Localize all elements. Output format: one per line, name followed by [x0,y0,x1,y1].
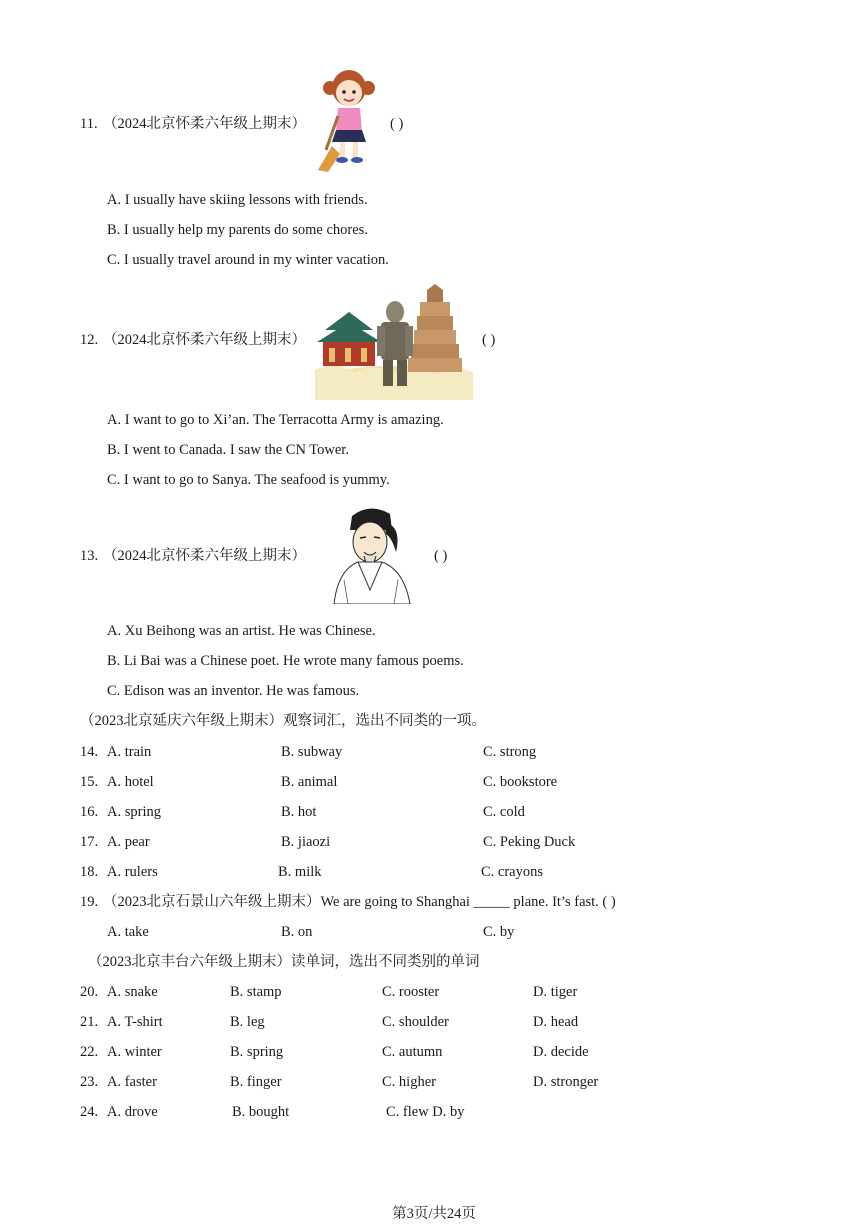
question-17-option-b: B. jiaozi [281,834,331,850]
question-12-option-a: A. I want to go to Xi’an. The Terracotta Army is amazing. [107,412,444,428]
question-23-option-a: A. faster [107,1074,157,1090]
question-18-option-a: A. rulers [107,864,158,880]
question-23-number: 23. [80,1074,99,1090]
question-13-source: （2024北京怀柔六年级上期末） [103,548,306,564]
question-20-number: 20. [80,984,99,1000]
question-18-option-b: B. milk [278,864,322,880]
question-12-option-c: C. I want to go to Sanya. The seafood is yummy. [107,472,390,488]
question-16-option-c: C. cold [483,804,525,820]
section-heading-20-24: （2023北京丰台六年级上期末）读单词，选出不同类别的单词 [88,954,480,970]
question-15-option-a: A. hotel [107,774,154,790]
question-23-option-b: B. finger [230,1074,282,1090]
question-15-number: 15. [80,774,99,790]
page-number-footer: 第3页/共24页 [392,1206,476,1222]
question-18-option-c: C. crayons [481,864,544,880]
xian-landmarks-illustration [315,282,473,400]
question-19-option-b: B. on [281,924,313,940]
question-13-number: 13. [80,548,99,564]
question-24-option-b: B. bought [232,1104,290,1120]
question-21-option-c: C. shoulder [382,1014,449,1030]
girl-sweeping-illustration [318,66,382,174]
question-21-number: 21. [80,1014,99,1030]
question-20-option-d: D. tiger [533,984,578,1000]
question-12-option-b: B. I went to Canada. I saw the CN Tower. [107,442,349,458]
question-22-option-b: B. spring [230,1044,284,1060]
question-16-option-a: A. spring [107,804,161,820]
question-15-option-c: C. bookstore [483,774,558,790]
question-19-option-a: A. take [107,924,149,940]
question-23-option-c: C. higher [382,1074,436,1090]
question-13-option-b: B. Li Bai was a Chinese poet. He wrote many famous poems. [107,653,464,669]
question-11-number: 11. [80,116,98,132]
question-17-option-c: C. Peking Duck [483,834,576,850]
question-24-number: 24. [80,1104,99,1120]
question-14-option-c: C. strong [483,744,537,760]
question-16-number: 16. [80,804,99,820]
question-11-option-a: A. I usually have skiing lessons with friends. [107,192,368,208]
question-22-option-c: C. autumn [382,1044,443,1060]
question-24-options-c-d: C. flew D. by [386,1104,465,1120]
question-21-option-a: A. T-shirt [107,1014,163,1030]
question-17-option-a: A. pear [107,834,150,850]
question-24-option-a: A. drove [107,1104,158,1120]
question-11-source: （2024北京怀柔六年级上期末） [103,116,306,132]
question-19-stem: （2023北京石景山六年级上期末）We are going to Shanghai _____ plane. It’s fast. ( ) [103,894,616,910]
question-12-number: 12. [80,332,99,348]
question-13-option-c: C. Edison was an inventor. He was famous. [107,683,360,699]
question-21-option-d: D. head [533,1014,579,1030]
question-19-option-c: C. by [483,924,515,940]
question-22-number: 22. [80,1044,99,1060]
question-13-option-a: A. Xu Beihong was an artist. He was Chinese. [107,623,376,639]
question-12-answer-paren: ( ) [482,332,496,348]
question-23-option-d: D. stronger [533,1074,599,1090]
question-17-number: 17. [80,834,99,850]
question-15-option-b: B. animal [281,774,338,790]
question-21-option-b: B. leg [230,1014,265,1030]
question-22-option-a: A. winter [107,1044,162,1060]
question-11-option-c: C. I usually travel around in my winter vacation. [107,252,389,268]
question-11-option-b: B. I usually help my parents do some chores. [107,222,368,238]
question-19-number: 19. [80,894,99,910]
question-20-option-a: A. snake [107,984,158,1000]
question-20-option-c: C. rooster [382,984,440,1000]
section-heading-14-18: （2023北京延庆六年级上期末）观察词汇，选出不同类的一项。 [80,713,486,729]
question-13-answer-paren: ( ) [434,548,448,564]
question-14-number: 14. [80,744,99,760]
question-14-option-b: B. subway [281,744,343,760]
question-22-option-d: D. decide [533,1044,589,1060]
question-12-source: （2024北京怀柔六年级上期末） [103,332,306,348]
question-18-number: 18. [80,864,99,880]
poet-portrait-illustration [324,500,420,604]
question-11-answer-paren: ( ) [390,116,404,132]
question-16-option-b: B. hot [281,804,317,820]
question-20-option-b: B. stamp [230,984,282,1000]
question-14-option-a: A. train [107,744,152,760]
